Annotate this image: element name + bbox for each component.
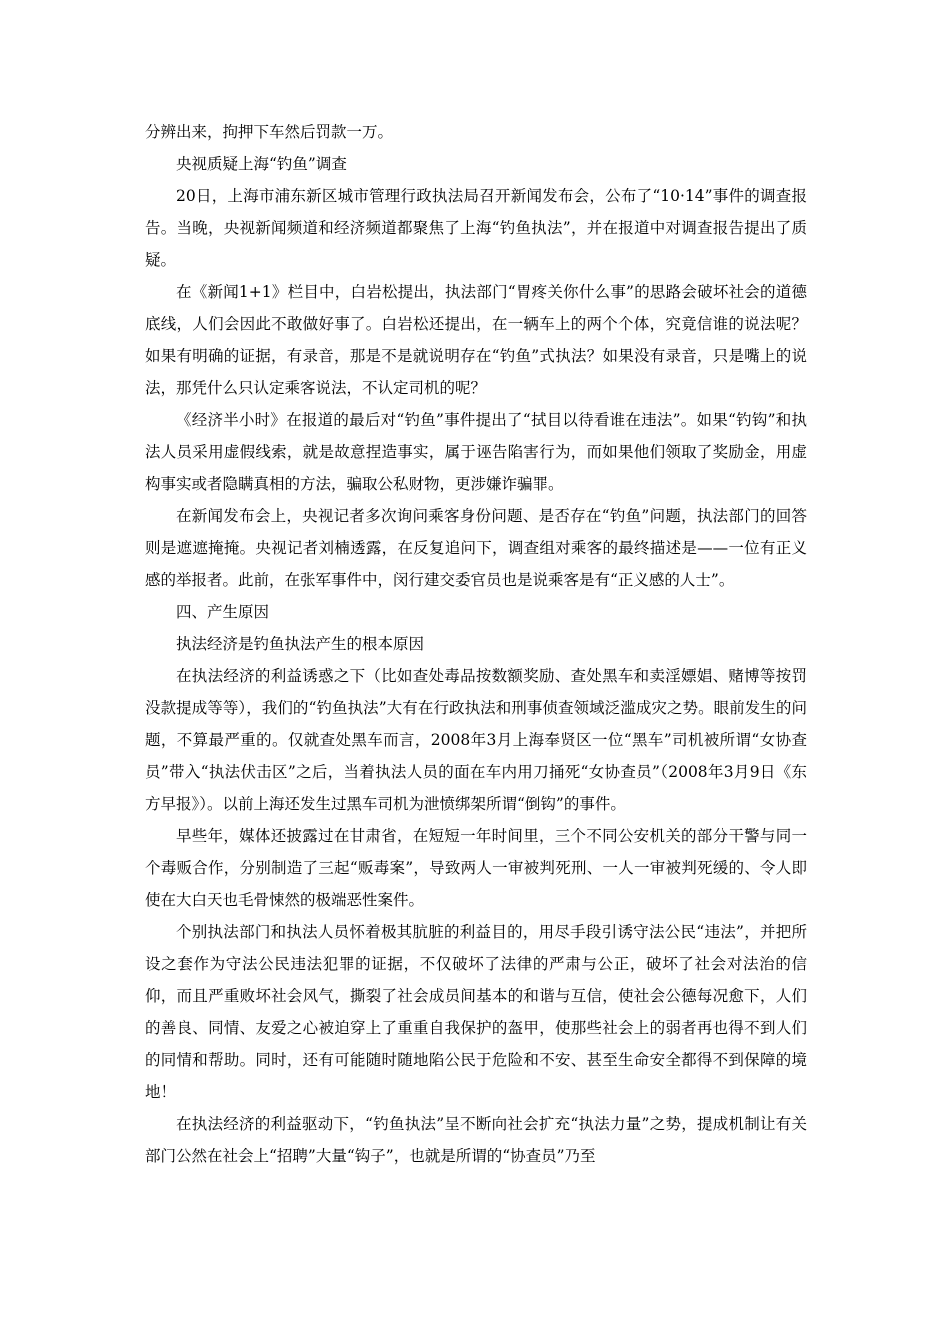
paragraph-continuation: 分辨出来，拘押下车然后罚款一万。	[145, 123, 394, 141]
paragraph: 在执法经济的利益诱惑之下（比如查处毒品按数额奖励、查处黑车和卖淫嫖娼、赌博等按罚没款提成等等），我们的“钓鱼执法”大有在行政执法和刑事侦查领域泛滥成灾之势。眼前发生的问题，不算最严重的。仅就查处黑车而言，2008年3月上海奉贤区一位“黑车”司机被所谓“女协查员”带入“执法伏击区”之后，当着执法人员的面在车内用刀捅死“女协查员”（2008年3月9日《东方早报》）。以前上海还发生过黑车司机为泄愤绑架所谓“倒钩”的事件。	[145, 667, 807, 813]
paragraph: 在执法经济的利益驱动下，“钓鱼执法”呈不断向社会扩充“执法力量”之势，提成机制让有关部门公然在社会上“招聘”大量“钩子”，也就是所谓的“协查员”乃至	[145, 1115, 807, 1165]
section-subheading: 央视质疑上海“钓鱼”调查	[176, 155, 347, 173]
paragraph: 在《新闻1+1》栏目中，白岩松提出，执法部门“胃疼关你什么事”的思路会破坏社会的道德底线，人们会因此不敢做好事了。白岩松还提出，在一辆车上的两个个体，究竟信谁的说法呢？如果有明确的证据，有录音，那是不是就说明存在“钓鱼”式执法？如果没有录音，只是嘴上的说法，那凭什么只认定乘客说法，不认定司机的呢？	[145, 283, 807, 397]
paragraph: 早些年，媒体还披露过在甘肃省，在短短一年时间里，三个不同公安机关的部分干警与同一个毒贩合作，分别制造了三起“贩毒案”，导致两人一审被判死刑、一人一审被判死缓的、令人即使在大白天也毛骨悚然的极端恶性案件。	[145, 827, 807, 909]
paragraph: 20日，上海市浦东新区城市管理行政执法局召开新闻发布会，公布了“10·14”事件的调查报告。当晚，央视新闻频道和经济频道都聚焦了上海“钓鱼执法”，并在报道中对调查报告提出了质疑。	[145, 187, 807, 269]
paragraph: 《经济半小时》在报道的最后对“钓鱼”事件提出了“拭目以待看谁在违法”。如果“钓钩”和执法人员采用虚假线索，就是故意捏造事实，属于诬告陷害行为，而如果他们领取了奖励金，用虚构事实或者隐瞒真相的方法，骗取公私财物，更涉嫌诈骗罪。	[145, 411, 807, 493]
section-subheading: 执法经济是钓鱼执法产生的根本原因	[176, 635, 425, 653]
section-heading: 四、产生原因	[176, 603, 270, 621]
paragraph: 个别执法部门和执法人员怀着极其肮脏的利益目的，用尽手段引诱守法公民“违法”，并把所设之套作为守法公民违法犯罪的证据，不仅破坏了法律的严肃与公正，破坏了社会对法治的信仰，而且严重败坏社会风气，撕裂了社会成员间基本的和谐与互信，使社会公德每况愈下，人们的善良、同情、友爱之心被迫穿上了重重自我保护的盔甲，使那些社会上的弱者再也得不到人们的同情和帮助。同时，还有可能随时随地陷公民于危险和不安、甚至生命安全都得不到保障的境地！	[145, 923, 807, 1101]
paragraph: 在新闻发布会上，央视记者多次询问乘客身份问题、是否存在“钓鱼”问题，执法部门的回答则是遮遮掩掩。央视记者刘楠透露，在反复追问下，调查组对乘客的最终描述是——一位有正义感的举报者。此前，在张军事件中，闵行建交委官员也是说乘客是有“正义感的人士”。	[145, 507, 807, 589]
document-page	[145, 116, 807, 1172]
